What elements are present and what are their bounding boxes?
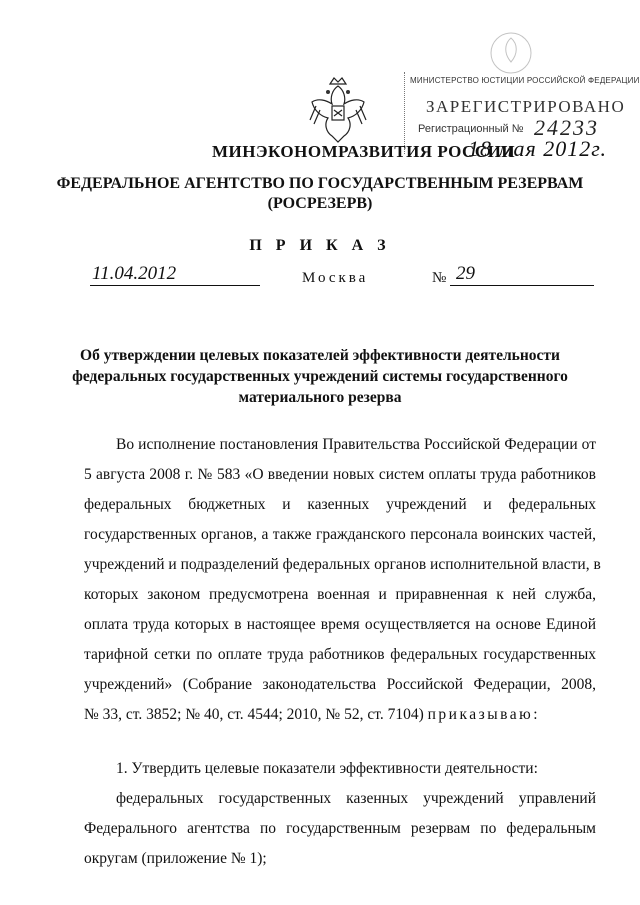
order-command: приказываю:	[427, 706, 541, 723]
body-line: учреждений» (Собрание законодательства Российской Федерации, 2008,	[84, 676, 596, 693]
body-line: государственных органов, а также гражданского персонала воинских частей,	[84, 526, 596, 543]
body-last-line	[84, 706, 540, 724]
body-line: оплата труда которых в настоящее время осуществляется на основе Единой	[84, 616, 596, 633]
body-line: федеральных бюджетных и казенных учреждений и федеральных	[84, 496, 596, 513]
order-number: 29	[450, 263, 594, 286]
body-last-line-text: № 33, ст. 3852; № 40, ст. 4544; 2010, № 52, ст. 7104)	[84, 706, 428, 723]
body-line: учреждений и подразделений федеральных органов исполнительной власти, в	[84, 556, 601, 573]
stamp-reg-number: 24233	[534, 115, 599, 140]
item1-heading: 1. Утвердить целевые показатели эффективности деятельности:	[116, 760, 538, 777]
subject-line: федеральных государственных учреждений системы государственного	[72, 368, 568, 385]
agency-abbreviation: (РОСРЕЗЕРВ)	[267, 195, 373, 212]
item1-line: округам (приложение № 1);	[84, 850, 267, 867]
stamp-registered: ЗАРЕГИСТРИРОВАНО	[426, 97, 626, 116]
agency-name: ФЕДЕРАЛЬНОЕ АГЕНТСТВО ПО ГОСУДАРСТВЕННЫМ РЕЗЕРВАМ	[56, 175, 584, 192]
item1-line: федеральных государственных казенных учреждений управлений	[116, 790, 596, 807]
order-number-label: №	[432, 270, 447, 286]
body-line: которых законом предусмотрена военная и приравненная к ней служба,	[84, 586, 596, 603]
subject-line: Об утверждении целевых показателей эффективности деятельности	[80, 347, 560, 364]
stamp-ministry: МИНИСТЕРСТВО ЮСТИЦИИ РОССИЙСКОЙ ФЕДЕРАЦИИ	[410, 76, 640, 85]
ministry-name: МИНЭКОНОМРАЗВИТИЯ РОССИИ	[212, 142, 516, 161]
item1-line: Федерального агентства по государственным резервам по федеральным	[84, 820, 596, 837]
document-type: П Р И К А З	[249, 237, 391, 254]
subject-line: материального резерва	[238, 389, 402, 406]
body-line: 5 августа 2008 г. № 583 «О введении новых систем оплаты труда работников	[84, 466, 596, 483]
stamp-reg-label: Регистрационный №	[418, 123, 524, 135]
order-subject	[60, 345, 580, 408]
body-line: Во исполнение постановления Правительства Российской Федерации от	[116, 436, 596, 453]
coat-of-arms-emblem	[306, 76, 370, 146]
order-city: Москва	[302, 270, 369, 286]
stamp-reg-date: 18 мая 2012г.	[468, 136, 608, 161]
order-date: 11.04.2012	[90, 263, 260, 286]
body-line: тарифной сетки по оплате труда работников федеральных государственных	[84, 646, 596, 663]
